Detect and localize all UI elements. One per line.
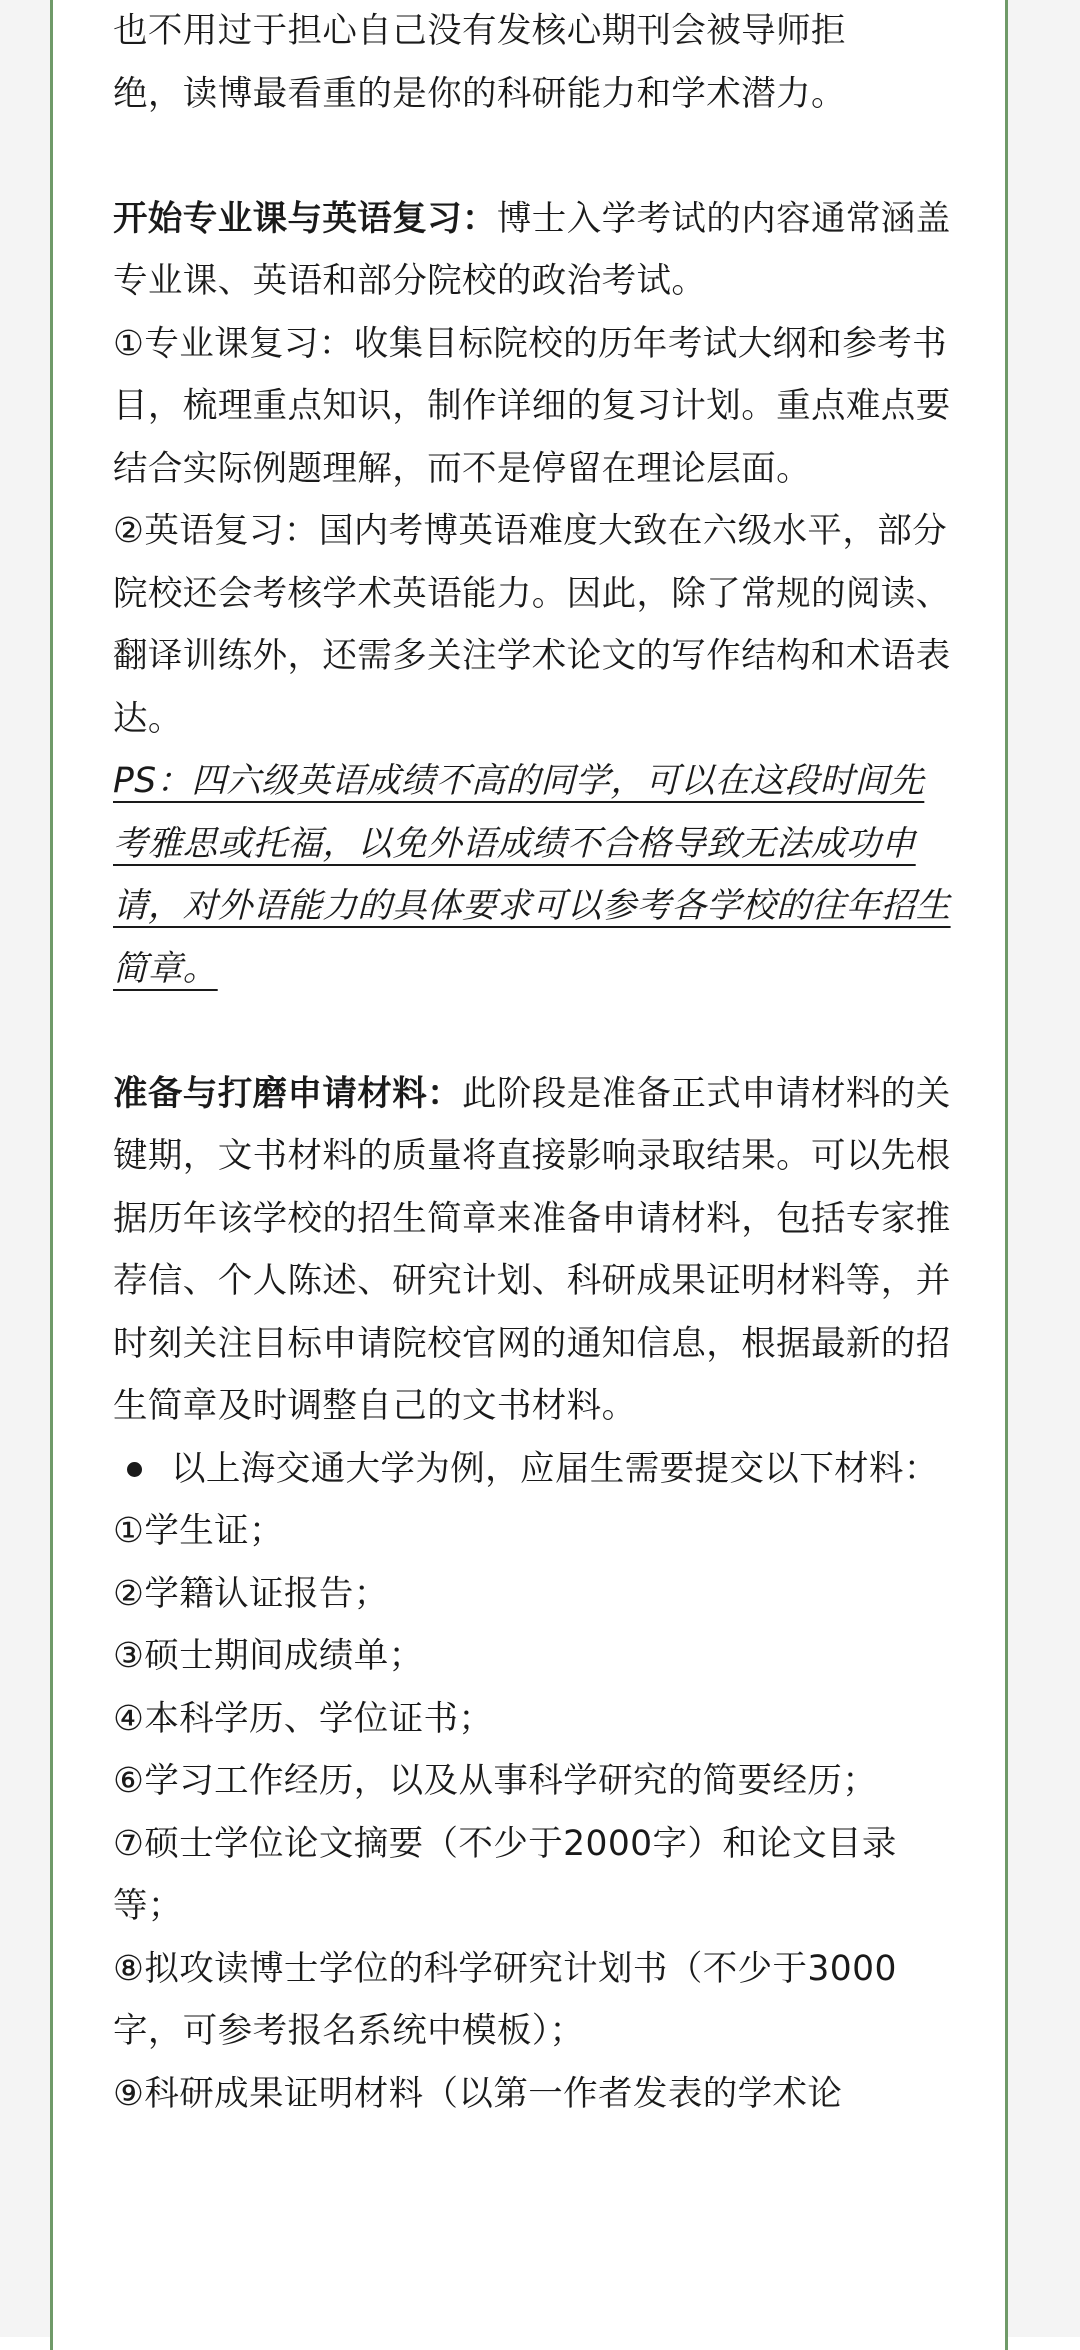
materials-item: ⑧拟攻读博士学位的科学研究计划书（不少于3000字，可参考报名系统中模板）； — [113, 1948, 897, 2051]
ps-note — [113, 750, 953, 1000]
intro-line-2: 绝，读博最看重的是你的科研能力和学术潜力。 — [113, 73, 846, 114]
section-review-paragraph — [113, 188, 953, 313]
article-content — [113, 0, 953, 2125]
materials-item: ③硕士期间成绩单； — [113, 1636, 424, 1676]
bullet-dot-icon — [127, 1462, 142, 1477]
section-review-lead: 博士入学考试的内容通常涵盖专业课、英语和部分院校的政治考试。 — [113, 198, 951, 301]
ps-note-text: PS：四六级英语成绩不高的同学，可以在这段时间先考雅思或托福，以免外语成绩不合格导致无法成功申请，对外语能力的具体要求可以参考各学校的往年招生简章。 — [113, 761, 951, 989]
spacer — [113, 1000, 953, 1063]
materials-item: ⑥学习工作经历，以及从事科学研究的简要经历； — [113, 1761, 878, 1801]
materials-item: ⑨科研成果证明材料（以第一作者发表的学术论 — [113, 2073, 843, 2114]
materials-item: ⑦硕士学位论文摘要（不少于2000字）和论文目录等； — [113, 1823, 897, 1926]
section-review-heading: 开始专业课与英语复习： — [113, 198, 497, 239]
materials-item: ④本科学历、学位证书； — [113, 1698, 494, 1739]
section-review-item-major: ①专业课复习：收集目标院校的历年考试大纲和参考书目，梳理重点知识，制作详细的复习计划。重点难点要结合实际例题理解，而不是停留在理论层面。 — [113, 323, 951, 489]
article-card — [50, 0, 1008, 2350]
section-materials-paragraph — [113, 1063, 953, 1438]
section-materials-heading: 准备与打磨申请材料： — [113, 1073, 462, 1114]
materials-item: ①学生证； — [113, 1511, 284, 1551]
bullet-item — [113, 1438, 953, 1501]
bullet-text: 以上海交通大学为例，应届生需要提交以下材料： — [171, 1448, 939, 1489]
materials-item: ②学籍认证报告； — [113, 1573, 389, 1614]
intro-paragraph — [113, 0, 953, 125]
spacer — [113, 125, 953, 188]
section-materials-lead: 此阶段是准备正式申请材料的关键期，文书材料的质量将直接影响录取结果。可以先根据历年该学校的招生简章来准备申请材料，包括专家推荐信、个人陈述、研究计划、科研成果证明材料等，并时刻关注目标申请院校官网的通知信息，根据最新的招生简章及时调整自己的文书材料。 — [113, 1073, 951, 1426]
section-review-item-english: ②英语复习：国内考博英语难度大致在六级水平，部分院校还会考核学术英语能力。因此，除了常规的阅读、翻译训练外，还需多关注学术论文的写作结构和术语表达。 — [113, 511, 951, 739]
intro-line-1: 也不用过于担心自己没有发核心期刊会被导师拒 — [113, 11, 846, 51]
